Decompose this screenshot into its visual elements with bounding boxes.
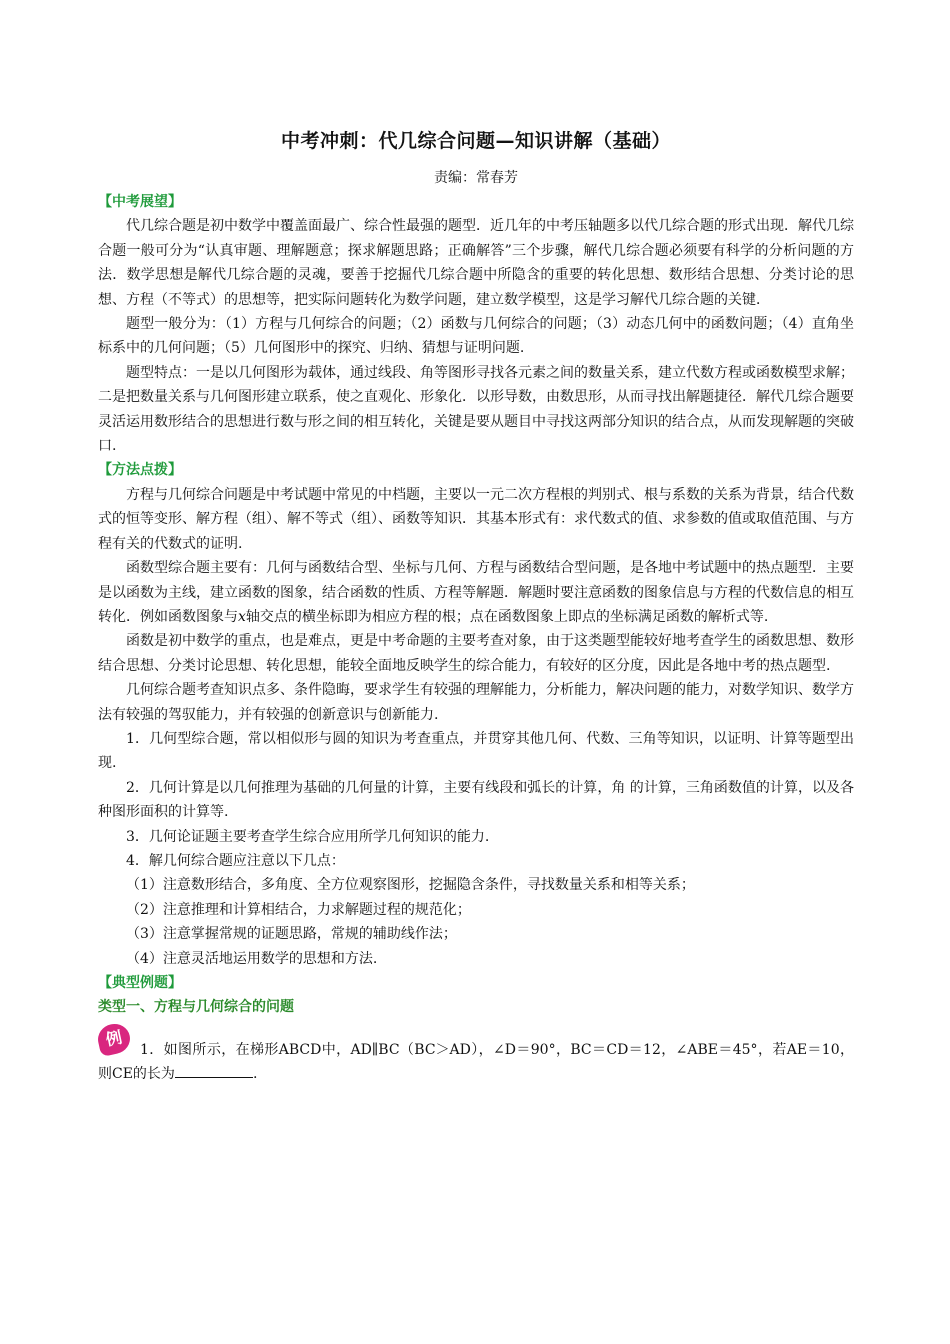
type-one-heading: 类型一、方程与几何综合的问题	[98, 999, 294, 1016]
author-line: 责编：常春芳	[434, 170, 518, 186]
example-badge-icon: 例	[95, 1021, 133, 1057]
section-heading-method: 【方法点拨】	[98, 462, 182, 479]
method-subitem-1: （1）注意数形结合，多角度、全方位观察图形，挖掘隐含条件，寻找数量关系和相等关系；	[126, 877, 695, 894]
method-item-1: 1．几何型综合题，常以相似形与圆的知识为考查重点，并贯穿其他几何、代数、三角等知识，以证明、计算等题型出现.	[98, 730, 854, 772]
document-body	[98, 190, 854, 1087]
example-1-question	[98, 1038, 854, 1087]
method-paragraph-1: 方程与几何综合问题是中考试题中常见的中档题，主要以一元二次方程根的判别式、根与系数的关系为背景，结合代数式的恒等变形、解方程（组）、解不等式（组）、函数等知识．其基本形式有：求代数式的值、求参数的值或取值范围、与方程有关的代数式的证明.	[98, 486, 854, 552]
page-title: 中考冲刺：代几综合问题—知识讲解（基础）	[280, 130, 671, 152]
method-paragraph-2-part-2: 轴交点的横坐标即为相应方程的根；点在函数图象上即点的坐标满足函数的解析式等.	[245, 608, 769, 625]
method-paragraph-4: 几何综合题考查知识点多、条件隐晦，要求学生有较强的理解能力，分析能力，解决问题的能力，对数学知识、数学方法有较强的驾驭能力，并有较强的创新意识与创新能力.	[98, 682, 854, 723]
method-subitem-2: （2）注意推理和计算相结合，力求解题过程的规范化；	[126, 901, 471, 918]
method-item-4: 4．解几何综合题应注意以下几点：	[126, 852, 345, 869]
example-1-text: 1．如图所示，在梯形ABCD中，AD∥BC（BC＞AD），∠D＝90°，BC＝CD＝12，∠ABE＝45°，若AE＝10，则CE的长为	[98, 1041, 854, 1083]
method-item-2: 2．几何计算是以几何推理为基础的几何量的计算，主要有线段和弧长的计算，角 的计算，三角函数值的计算，以及各种图形面积的计算等.	[98, 779, 854, 821]
section-heading-examples: 【典型例题】	[98, 975, 182, 991]
method-paragraph-3: 函数是初中数学的重点，也是难点，更是中考命题的主要考查对象，由于这类题型能较好地考查学生的函数思想、数形结合思想、分类讨论思想、转化思想，能较全面地反映学生的综合能力，有较好的区分度，因此是各地中考的热点题型.	[98, 633, 854, 674]
method-subitem-3: （3）注意掌握常规的证题思路，常规的辅助线作法；	[126, 926, 457, 943]
variable-x: x	[238, 608, 246, 625]
outlook-paragraph-2: 题型一般分为：（1）方程与几何综合的问题；（2）函数与几何综合的问题；（3）动态几何中的函数问题；（4）直角坐标系中的几何问题；（5）几何图形中的探究、归纳、猜想与证明问题.	[98, 316, 854, 357]
outlook-paragraph-3: 题型特点：一是以几何图形为载体，通过线段、角等图形寻找各元素之间的数量关系，建立代数方程或函数模型求解；二是把数量关系与几何图形建立联系，使之直观化、形象化．以形导数，由数思形，从而寻找出解题捷径．解代几综合题要灵活运用数形结合的思想进行数与形之间的相互转化，关键是要从题目中寻找这两部分知识的结合点，从而发现解题的突破口.	[98, 364, 854, 455]
method-paragraph-2	[98, 556, 854, 629]
example-1	[98, 1024, 854, 1087]
answer-blank	[175, 1063, 253, 1078]
method-item-3: 3．几何论证题主要考查学生综合应用所学几何知识的能力.	[126, 828, 490, 845]
method-paragraph-2-part-1: 函数型综合题主要有：几何与函数结合型、坐标与几何、方程与函数结合型问题，是各地中考试题中的热点题型．主要是以函数为主线，建立函数的图象，结合函数的性质、方程等解题．解题时要注意函数的图象信息与方程的代数信息的相互转化．例如函数图象与	[98, 560, 854, 625]
example-1-text-end: .	[252, 1066, 258, 1083]
outlook-paragraph-1: 代几综合题是初中数学中覆盖面最广、综合性最强的题型．近几年的中考压轴题多以代几综合题的形式出现．解代几综合题一般可分为“认真审题、理解题意；探求解题思路；正确解答”三个步骤，解代几综合题必须要有科学的分析问题的方法．数学思想是解代几综合题的灵魂，要善于挖掘代几综合题中所隐含的重要的转化思想、数形结合思想、分类讨论的思想、方程（不等式）的思想等，把实际问题转化为数学问题，建立数学模型，这是学习解代几综合题的关键．	[98, 218, 854, 308]
section-heading-outlook: 【中考展望】	[98, 194, 182, 210]
method-subitem-4: （4）注意灵活地运用数学的思想和方法.	[126, 950, 378, 967]
